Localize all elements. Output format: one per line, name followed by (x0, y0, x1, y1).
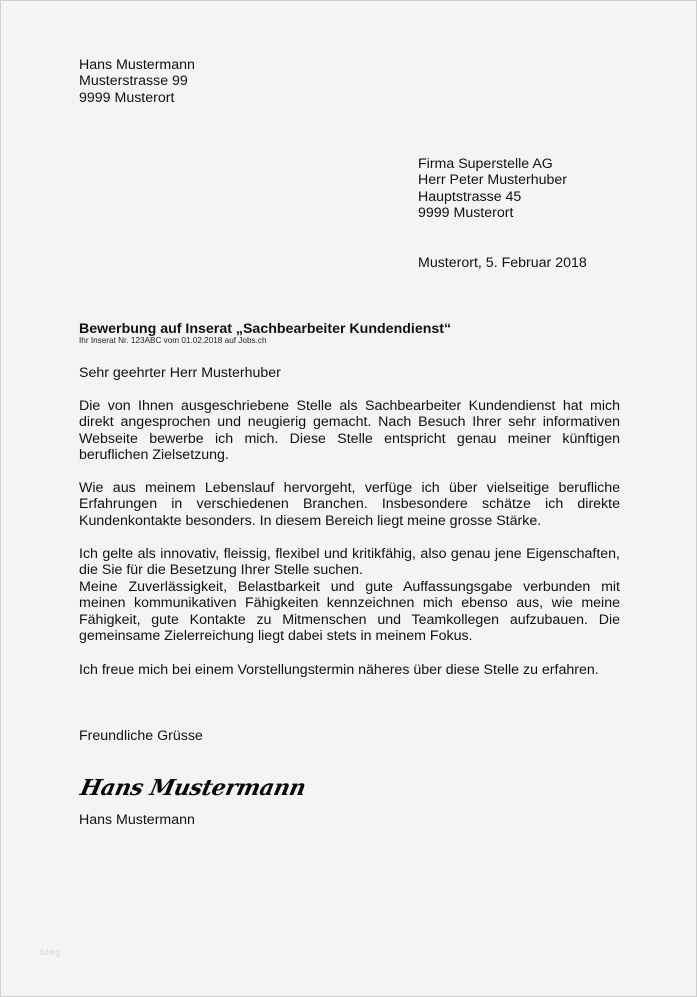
paragraph-line: Ich freue mich bei einem Vorstellungstermin näheres über diese Stelle zu erfahren. (79, 662, 599, 678)
letter-date: Musterort, 5. Februar 2018 (418, 255, 587, 271)
sender-name: Hans Mustermann (79, 57, 195, 73)
paragraph-line: Erfahrungen in verschiedenen Branchen. Insbesondere schätze ich direkte (79, 496, 620, 513)
body-paragraph-4 (79, 662, 620, 678)
printed-name: Hans Mustermann (79, 812, 195, 828)
sender-city: 9999 Musterort (79, 89, 175, 106)
sender-street: Musterstrasse 99 (79, 73, 188, 90)
paragraph-line: beruflichen Zielsetzung. (79, 447, 229, 464)
paragraph-line: Ich gelte als innovativ, fleissig, flexibel und kritikfähig, also genau jene Eigenschaften, (79, 546, 620, 562)
recipient-company: Firma Superstelle AG (418, 156, 553, 172)
paragraph-line: Die von Ihnen ausgeschriebene Stelle als Sachbearbeiter Kundendienst hat mich (79, 398, 620, 414)
subject-reference: Ihr Inserat Nr. 123ABC vom 01.02.2018 auf Jobs.ch (79, 336, 267, 345)
handwritten-signature: Hans Mustermann (78, 775, 309, 801)
paragraph-line: Fähigkeit, gute Kontakte zu Mitmenschen und Teamkollegen aufzubauen. Die (79, 611, 620, 628)
recipient-address (418, 156, 567, 222)
recipient-street: Hauptstrasse 45 (418, 188, 522, 205)
body-paragraph-1 (79, 398, 620, 464)
paragraph-line: Kundenkontakte besonders. In diesem Bereich liegt meine grosse Stärke. (79, 512, 542, 529)
paragraph-line: die Sie für die Besetzung Ihrer Stelle suchen. (79, 562, 363, 579)
body-paragraph-3 (79, 546, 620, 644)
body-paragraph-2 (79, 480, 620, 529)
closing-phrase: Freundliche Grüsse (79, 728, 203, 744)
recipient-person: Herr Peter Musterhuber (418, 172, 568, 189)
paragraph-line: meinen kommunikativen Fähigkeiten kennzeichnen mich ebenso aus, wie meine (79, 595, 620, 612)
subject-line: Bewerbung auf Inserat „Sachbearbeiter Kundendienst“ (79, 321, 452, 337)
paragraph-line: Webseite bewerbe ich mich. Diese Stelle entspricht genau meiner künftigen (79, 430, 620, 447)
paragraph-line: direkt angesprochen und neugierig gemacht. Nach Besuch Ihrer sehr informativen (79, 414, 620, 431)
sender-address (79, 57, 195, 106)
watermark: blog (40, 947, 61, 957)
recipient-city: 9999 Musterort (418, 205, 514, 222)
salutation: Sehr geehrter Herr Musterhuber (79, 365, 281, 381)
paragraph-line: Meine Zuverlässigkeit, Belastbarkeit und gute Auffassungsgabe verbunden mit (79, 578, 620, 595)
paragraph-line: gemeinsame Zielerreichung liegt dabei stets in meinem Fokus. (79, 628, 473, 645)
paragraph-line: Wie aus meinem Lebenslauf hervorgeht, verfüge ich über vielseitige berufliche (79, 480, 620, 496)
